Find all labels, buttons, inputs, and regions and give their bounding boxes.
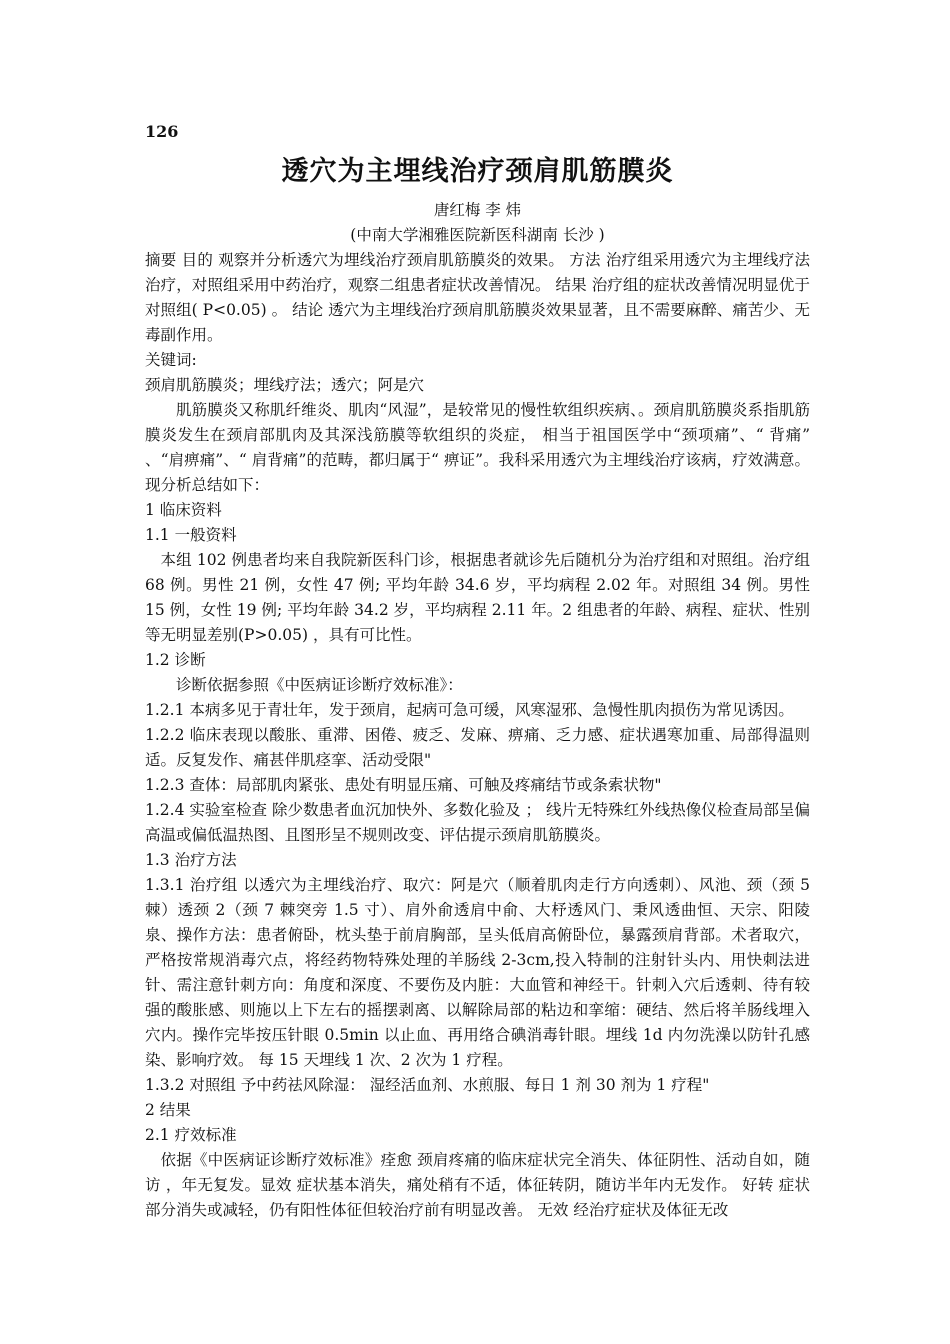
paragraph: 1.2.4 实验室检查 除少数患者血沉加快外、多数化验及 ； 线片无特殊红外线热像仪检查局部呈偏高温或偏低温热图、且图形呈不规则改变、评估提示颈肩肌筋膜炎。	[145, 801, 810, 844]
paragraph: 2.1 疗效标准	[145, 1126, 237, 1144]
paragraph: 本组 102 例患者均来自我院新医科门诊，根据患者就诊先后随机分为治疗组和对照组。治疗组 68 例。男性 21 例，女性 47 例; 平均年龄 34.6 岁，平均病程 2.02 年。对照组 34 例。男性 15 例，女性 19 例; 平均年龄 34.2 岁，平均病程 2.11 年。2 组患者的年龄、病程、症状、性别等无明显差别(P>0.05) ，具有可比性。	[145, 551, 810, 644]
paragraph: 诊断依据参照《中医病证诊断疗效标准》：	[176, 676, 463, 694]
paragraph: 1.3.2 对照组 予中药祛风除湿： 湿经活血剂、水煎服、每日 1 剂 30 剂为 1 疗程"	[145, 1076, 710, 1094]
paragraph: 1.2 诊断	[145, 651, 206, 669]
paragraph: 1.2.1 本病多见于青壮年，发于颈肩，起病可急可缓，风寒湿邪、急慢性肌肉损伤为常见诱因。	[145, 701, 794, 719]
paragraph: 摘要 目的 观察并分析透穴为埋线治疗颈肩肌筋膜炎的效果。 方法 治疗组采用透穴为主埋线疗法治疗，对照组采用中药治疗，观察二组患者症状改善情况。 结果 治疗组的症状改善情况明显优于对照组( P<0.05) 。 结论 透穴为主埋线治疗颈肩肌筋膜炎效果显著，且不需要麻醉、痛苦少、无毒副作用。	[145, 251, 810, 344]
affiliation: (中南大学湘雅医院新医科湖南 长沙 )	[350, 226, 605, 244]
paragraph: 肌筋膜炎又称肌纤维炎、肌肉“风湿”，是较常见的慢性软组织疾病、。颈肩肌筋膜炎系指肌筋膜炎发生在颈肩部肌肉及其深浅筋膜等软组织的炎症， 相当于祖国医学中“颈项痛”、“ 背痛” 、“肩痹痛”、“ 肩背痛”的范畴，都归属于“ 痹证”。我科采用透穴为主埋线治疗该病，疗效满意。 现分析总结如下：	[145, 401, 810, 494]
paper-body	[145, 248, 810, 1223]
paragraph: 依据《中医病证诊断疗效标准》痊愈 颈肩疼痛的临床症状完全消失、体征阴性、活动自如，随访 ，年无复发。显效 症状基本消失，痛处稍有不适，体征转阴，随访半年内无发作。 好转 症状部分消失或减轻，仍有阳性体征但较治疗前有明显改善。 无效 经治疗症状及体征无改	[145, 1151, 810, 1219]
authors: 唐红梅 李 炜	[433, 201, 522, 219]
paragraph: 1.3.1 治疗组 以透穴为主埋线治疗、取穴：阿是穴（顺着肌肉走行方向透刺）、风池、颈（颈 5 棘）透颈 2（颈 7 棘突旁 1.5 寸）、肩外俞透肩中俞、大杼透风门、秉风透曲恒、天宗、阳陵泉、操作方法：患者俯卧，枕头垫于前肩胸部，呈头低肩高俯卧位，暴露颈肩背部。术者取穴，严格按常规消毒穴点，将经药物特殊处理的羊肠线 2-3cm,投入特制的注射针头内、用快刺法进针、需注意针刺方向：角度和深度、不要伤及内脏：大血管和神经干。针刺入穴后透刺、待有较强的酸胀感、则施以上下左右的摇摆剥离、以解除局部的粘边和挛缩：硬结、然后将羊肠线埋入穴内。操作完毕按压针眼 0.5min 以止血、再用络合碘消毒针眼。埋线 1d 内勿洗澡以防针孔感染、影响疗效。 每 15 天埋线 1 次、2 次为 1 疗程。	[145, 876, 810, 1069]
paragraph: 1.3 治疗方法	[145, 851, 237, 869]
paragraph: 1 临床资料	[145, 501, 222, 519]
paragraph: 2 结果	[145, 1101, 191, 1119]
paragraph: 颈肩肌筋膜炎；埋线疗法；透穴；阿是穴	[145, 376, 425, 394]
paragraph: 1.1 一般资料	[145, 526, 237, 544]
paragraph: 1.2.3 查体：局部肌肉紧张、患处有明显压痛、可触及疼痛结节或条索状物"	[145, 776, 662, 794]
page-number: 126	[145, 122, 179, 141]
paragraph: 关键词:	[145, 351, 197, 369]
paper-title: 透穴为主埋线治疗颈肩肌筋膜炎	[281, 156, 674, 187]
paper-page	[145, 120, 810, 1223]
paragraph: 1.2.2 临床表现以酸胀、重滞、困倦、疲乏、发麻、痹痛、乏力感、症状遇寒加重、局部得温则适。反复发作、痛甚伴肌痉挛、活动受限"	[145, 726, 810, 769]
